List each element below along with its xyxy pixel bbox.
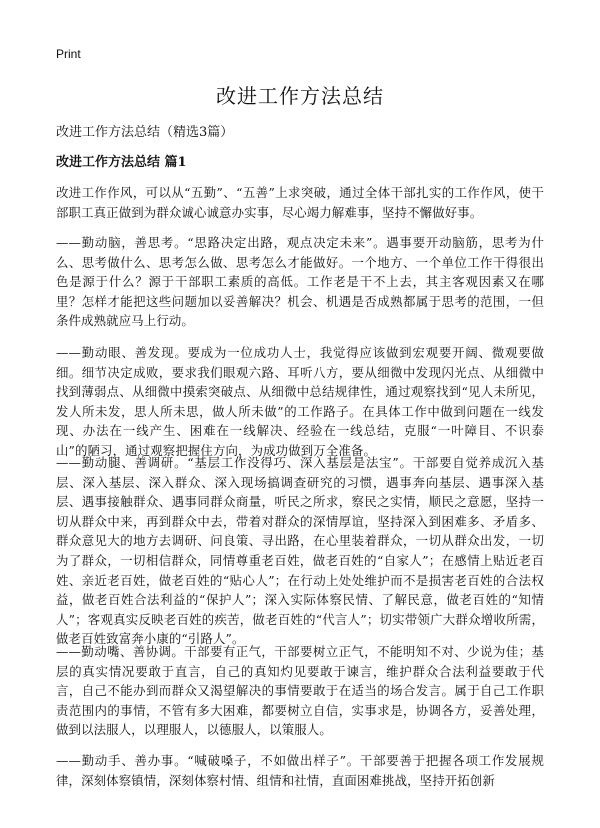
paragraph-coordinate: ——勤动嘴、善协调。干部要有正气，干部要树立正气，不能明知不对、少说为佳；基层的真实情况要敢于直言，自己的真知灼见要敢于谏言，维护群众合法利益要敢于代言，自己不能办到而群众又渴望解决的事情要敢于在适当的场合发言。属于自己工作职责范围内的事情，不管有多大困难，都要树立自信，实事求是，协调各方，妥善处理，做到以法服人，以理服人，以德服人，以策服人。 bbox=[56, 644, 544, 738]
print-link[interactable]: Print bbox=[56, 47, 81, 61]
paragraph-observe: ——勤动眼、善发现。要成为一位成功人士，我觉得应该做到宏观要开阔、微观要做细。细节决定成败，要求我们眼观六路、耳听八方，要从细微中发现闪光点、从细微中找到薄弱点、从细微中摸索突破点、从细微中总结规律性，通过观察找到“见人未所见，发人所未发，思人所未思，做人所未做”的工作路子。在具体工作中做到问题在一线发现、办法在一线产生、困难在一线解决、经验在一线总结，克服“一叶障目、不识泰山”的陋习，通过观察把握住方向，为成功做到万全准备。 bbox=[56, 345, 544, 458]
document-subtitle: 改进工作方法总结（精选3篇） bbox=[56, 125, 234, 140]
section-heading: 改进工作方法总结 篇1 bbox=[56, 155, 187, 170]
paragraph-intro: 改进工作作风，可以从“五勤”、“五善”上求突破，通过全体干部扎实的工作作风，使干部职工真正做到为群众诚心诚意办实事，尽心竭力解难事，坚持不懈做好事。 bbox=[56, 185, 544, 220]
paragraph-act: ——勤动手、善办事。“喊破嗓子，不如做出样子”。干部要善于把握各项工作发展规律，深刻体察镇情，深刻体察村情、组情和社情，直面困难挑战，坚持开拓创新 bbox=[56, 753, 544, 788]
paragraph-think: ——勤动脑，善思考。“思路决定出路，观点决定未来”。遇事要开动脑筋，思考为什么、思考做什么、思考怎么做、思考怎么才能做好。一个地方、一个单位工作干得很出色是源于什么？源于干部职工素质的高低。工作老是干不上去，其主客观因素又在哪里？怎样才能把这些问题加以妥善解决？机会、机遇是否成熟都属于思考的范围，一但条件成熟就应马上行动。 bbox=[56, 235, 544, 329]
paragraph-research: ——勤动腿、善调研。“基层工作没得巧、深入基层是法宝”。干部要自觉养成沉入基层、深入基层、深入群众、深入现场搞调查研究的习惯，遇事奔向基层、遇事深入基层、遇事接触群众、遇事同群众商量，听民之所求，察民之实情，顺民之意愿，坚持一切从群众中来，再到群众中去，带着对群众的深情厚谊，坚持深入到困难多、矛盾多、群众意见大的地方去调研、问良策、寻出路，在心里装着群众，一切从群众出发，一切为了群众，一切相信群众，同情尊重老百姓，做老百姓的“自家人”；在感情上贴近老百姓、亲近老百姓，做老百姓的“贴心人”；在行动上处处维护而不是损害老百姓的合法权益，做老百姓合法利益的“保护人”；深入实际体察民情、了解民意，做老百姓的“知情人”；客观真实反映老百姓的疾苦，做老百姓的“代言人”；切实带领广大群众增收所需，做老百姓致富奔小康的“引路人”。 bbox=[56, 455, 544, 647]
page-title: 改进工作方法总结 bbox=[216, 84, 384, 108]
